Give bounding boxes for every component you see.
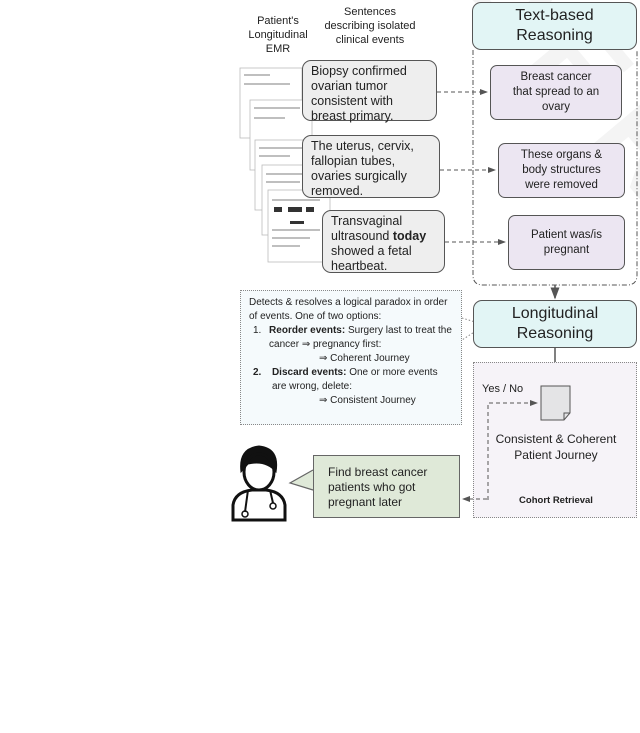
- sentences-header-line: Sentences: [344, 6, 396, 18]
- journey-line: Patient Journey: [514, 448, 598, 462]
- sentence-text: Transvaginal ultrasound: [331, 214, 403, 243]
- option-result: ⇒ Consistent Journey: [319, 395, 416, 406]
- option-result: ⇒ Coherent Journey: [319, 353, 410, 364]
- note-intro: Detects & resolves a logical paradox in order of events. One of two options:: [249, 297, 448, 322]
- yes-no-label: Yes / No: [482, 383, 524, 395]
- sentence-text: showed a fetal heartbeat.: [331, 244, 412, 273]
- event-sentence-bubble: Biopsy confirmed ovarian tumor consistent with breast primary.: [302, 60, 437, 121]
- emr-header-line: EMR: [265, 43, 291, 55]
- option-num: 2.: [253, 367, 262, 378]
- sentences-header-line: describing isolated: [324, 20, 416, 32]
- emr-header-line: Patient's: [257, 15, 299, 27]
- title-line: Reasoning: [516, 27, 593, 44]
- journey-line: Consistent & Coherent: [495, 432, 617, 446]
- concept-text: Patient was/is pregnant: [531, 228, 602, 256]
- option-num: 1.: [253, 325, 262, 336]
- sentences-header-line: clinical events: [335, 34, 405, 46]
- emr-header-line: Longitudinal: [248, 29, 308, 41]
- option-text: One or more events are wrong, delete:: [271, 367, 438, 392]
- option-text: Surgery last to treat the cancer ⇒ pregnancy first:: [269, 325, 452, 350]
- cohort-retrieval-label: Cohort Retrieval: [519, 495, 593, 506]
- sentence-bold: today: [392, 229, 427, 243]
- option-bold: Discard events:: [271, 367, 347, 378]
- title-line: Reasoning: [516, 325, 594, 342]
- title-line: Text-based: [515, 7, 594, 24]
- query-bubble: Find breast cancer patients who got pregnant later: [313, 455, 460, 518]
- doctor-icon: [233, 446, 285, 520]
- concept-text: These organs & body structures were removed: [520, 149, 603, 191]
- option-bold: Reorder events:: [269, 325, 346, 336]
- concept-text: Breast cancer that spread to an ovary: [512, 71, 600, 113]
- event-sentence-bubble: The uterus, cervix, fallopian tubes, ovaries surgically removed.: [302, 135, 440, 198]
- title-line: Longitudinal: [511, 305, 599, 322]
